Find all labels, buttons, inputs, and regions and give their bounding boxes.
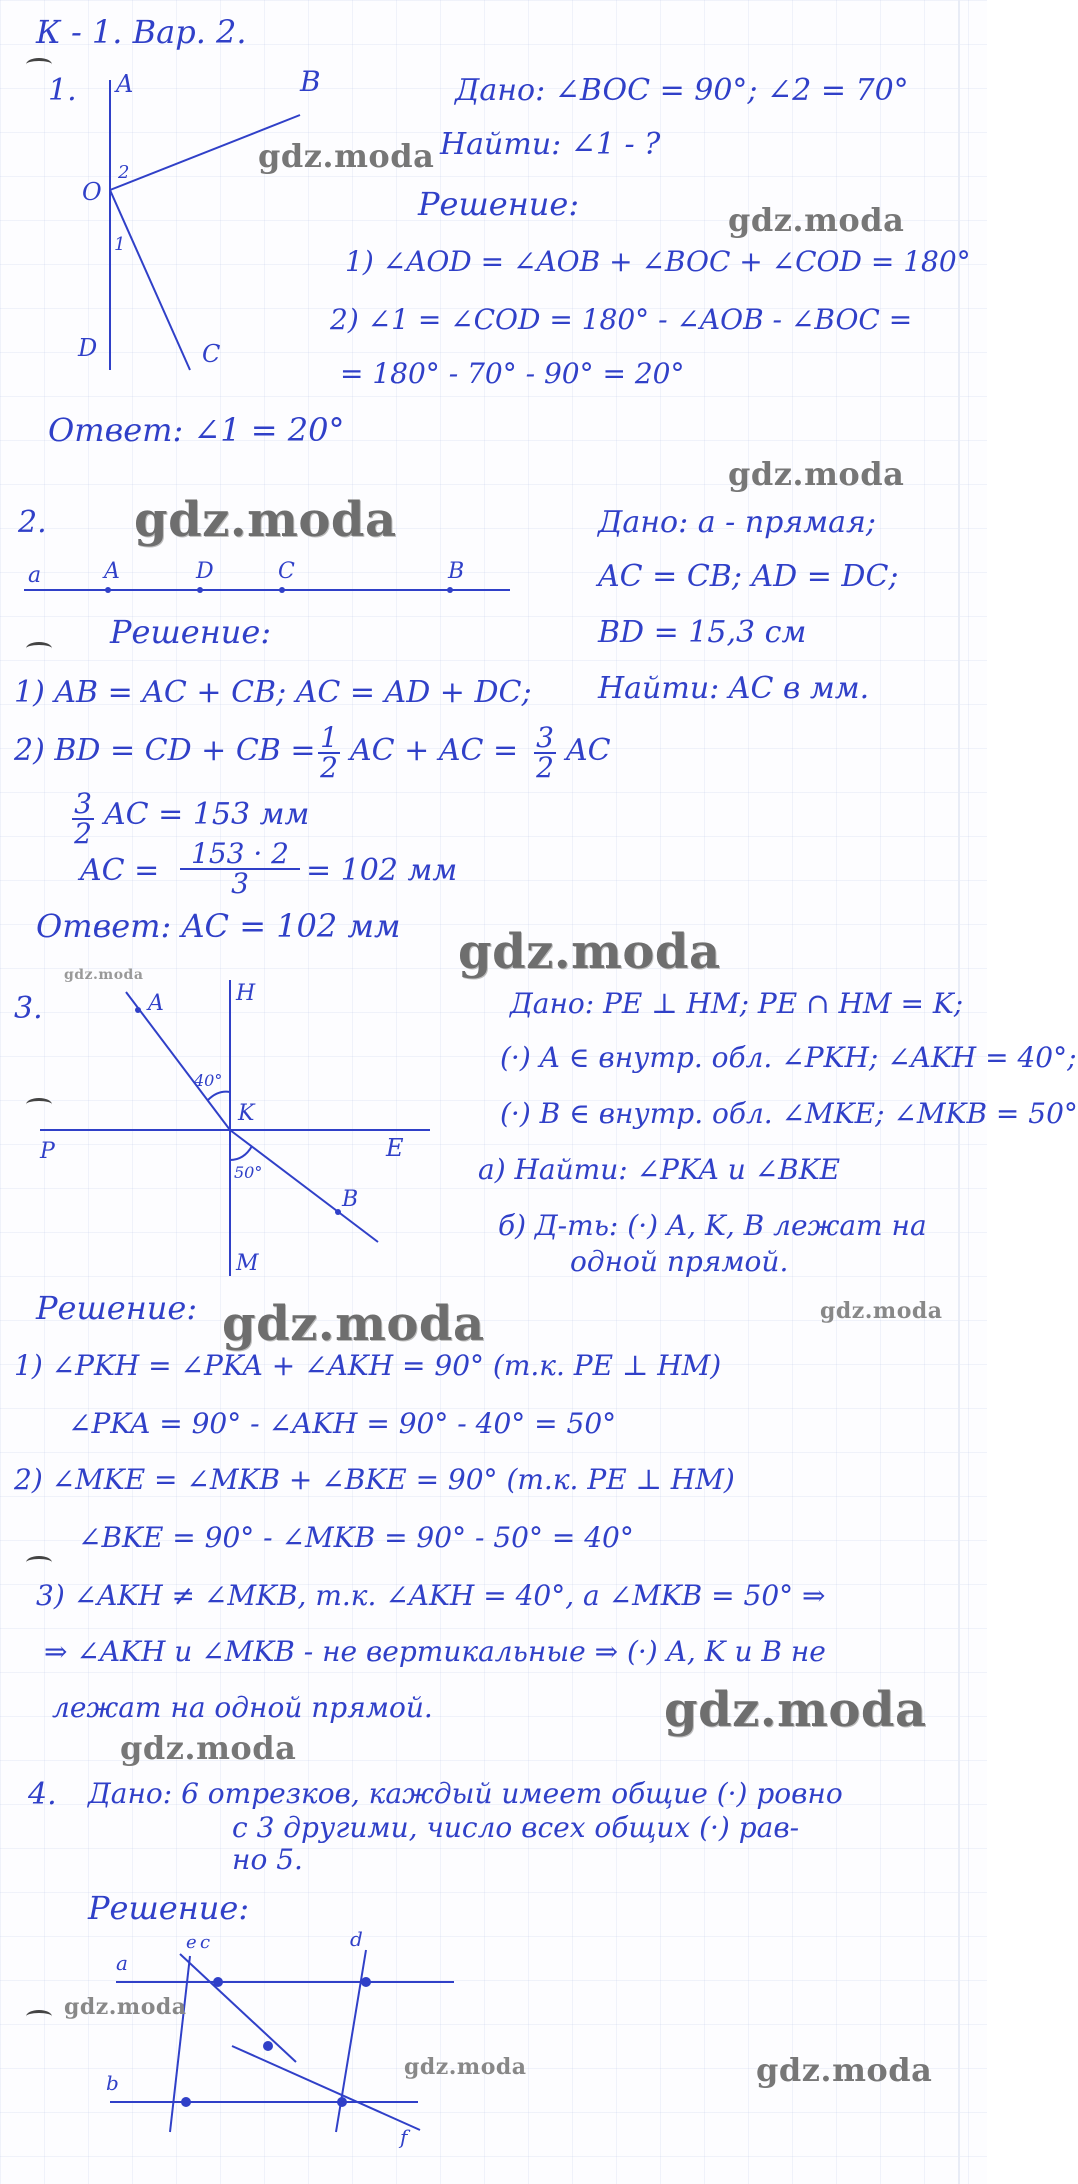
task2-given-line2: AC = CB; AD = DC; [598, 559, 899, 594]
segment-label-b: b [106, 2071, 119, 2095]
angle-arc-akh [208, 1092, 230, 1100]
watermark: gdz.moda [404, 2054, 527, 2080]
point-a [135, 1007, 141, 1013]
task2-step3: AC = 153 мм [104, 797, 310, 832]
fraction-denominator: 3 [231, 867, 249, 900]
point-label-b: B [448, 559, 465, 584]
angle-label-40: 40° [194, 1071, 223, 1090]
point-label-h: H [236, 981, 256, 1006]
task2-solution-label: Решение: [110, 613, 272, 651]
task1-answer: Ответ: ∠1 = 20° [48, 411, 345, 449]
watermark: gdz.moda [728, 455, 905, 493]
watermark: gdz.moda [134, 492, 397, 548]
task3-step3b: ⇒ ∠AKH и ∠MKB - не вертикальные ⇒ (·) A, K и B не [44, 1635, 826, 1668]
point-a [105, 587, 111, 593]
ray-ka [126, 992, 230, 1130]
task2-answer: Ответ: AC = 102 мм [36, 907, 401, 945]
watermark: gdz.moda [258, 137, 435, 175]
fraction-numerator: 3 [534, 724, 556, 754]
task3-find: a) Найти: ∠PKA и ∠BKE [478, 1153, 841, 1186]
segment-label-e: e [186, 1932, 197, 1953]
task2-fraction-three-halves [534, 721, 556, 784]
task1-step2: 2) ∠1 = ∠COD = 180° - ∠AOB - ∠BOC = [330, 303, 913, 336]
point-d [197, 587, 203, 593]
task1-solution-label: Решение: [418, 185, 580, 223]
task2-step4-part2: = 102 мм [306, 853, 458, 888]
point-label-c: C [202, 340, 221, 368]
task3-given-line1: Дано: PE ⊥ HM; PE ∩ HM = K; [510, 987, 964, 1020]
task2-step4-part1: AC = [80, 853, 160, 888]
intersection-point [263, 2041, 273, 2051]
point-c [279, 587, 285, 593]
binder-hole-mark [26, 2010, 52, 2023]
point-label-b: B [342, 1187, 359, 1212]
angle-label-2: 2 [118, 162, 130, 183]
angle-label-50: 50° [234, 1163, 263, 1182]
task4-number: 4. [28, 1777, 57, 1812]
point-label-a: A [148, 991, 164, 1016]
watermark: gdz.moda [64, 1994, 187, 2020]
intersection-point [181, 2097, 191, 2107]
point-label-k: K [238, 1101, 255, 1126]
task3-solution-label: Решение: [36, 1289, 198, 1327]
task2-figure [20, 556, 540, 606]
point-label-c: C [278, 559, 295, 584]
task4-figure [100, 1927, 460, 2170]
task2-fraction-half [318, 721, 340, 784]
segment-label-c: c [200, 1932, 211, 1953]
segment-label-a: a [116, 1951, 128, 1975]
task3-figure [30, 980, 450, 1290]
point-label-d: D [196, 559, 214, 584]
segment-e [180, 1954, 296, 2062]
task2-step3-fraction [72, 787, 94, 850]
task2-step1: 1) AB = AC + CB; AC = AD + DC; [14, 675, 532, 710]
watermark: gdz.moda [458, 924, 721, 980]
task3-step1: 1) ∠PKH = ∠PKA + ∠AKH = 90° (т.к. PE ⊥ HM) [14, 1349, 722, 1382]
fraction-denominator: 2 [320, 751, 338, 784]
task2-number: 2. [18, 505, 47, 540]
point-b [447, 587, 453, 593]
watermark: gdz.moda [820, 1298, 943, 1324]
task3-step1b: ∠PKA = 90° - ∠AKH = 90° - 40° = 50° [68, 1407, 617, 1440]
task1-find: Найти: ∠1 - ? [440, 127, 661, 162]
task1-number: 1. [48, 73, 77, 108]
task3-step3: 3) ∠AKH ≠ ∠MKB, т.к. ∠AKH = 40°, а ∠MKB = 50° ⇒ [36, 1579, 826, 1612]
task4-given-line3: но 5. [232, 1843, 303, 1876]
intersection-point [361, 1977, 371, 1987]
segment-f [232, 2046, 420, 2130]
intersection-point [213, 1977, 223, 1987]
binder-hole-mark [26, 1556, 52, 1569]
fraction-numerator: 1 [318, 724, 340, 754]
task2-step2-part3: AC [566, 733, 611, 768]
point-label-e: E [386, 1134, 404, 1162]
fraction-denominator: 2 [536, 751, 554, 784]
task2-given-line1: Дано: a - прямая; [598, 505, 876, 540]
task3-prove-line1: б) Д-ть: (·) A, K, B лежат на [498, 1209, 927, 1242]
task2-step2-part2: AC + AC = [350, 733, 519, 768]
fraction-numerator: 3 [72, 790, 94, 820]
task3-given-line2: (·) A ∈ внутр. обл. ∠PKH; ∠AKH = 40°; [500, 1041, 1077, 1074]
task1-given: Дано: ∠BOC = 90°; ∠2 = 70° [455, 73, 909, 108]
point-label-o: O [82, 178, 102, 206]
line-label-a: a [28, 563, 42, 588]
watermark: gdz.moda [728, 201, 905, 239]
page-header: К - 1. Вар. 2. [36, 13, 247, 51]
task3-step2b: ∠BKE = 90° - ∠MKB = 90° - 50° = 40° [78, 1521, 634, 1554]
point-b [335, 1209, 341, 1215]
task1-step2-continued: = 180° - 70° - 90° = 20° [340, 357, 685, 390]
task3-step2: 2) ∠MKE = ∠MKB + ∠BKE = 90° (т.к. PE ⊥ HM) [14, 1463, 735, 1496]
point-label-d: D [78, 334, 98, 362]
task4-solution-label: Решение: [88, 1889, 250, 1927]
ray-oc [110, 190, 190, 370]
task1-step1: 1) ∠AOD = ∠AOB + ∠BOC + ∠COD = 180° [345, 245, 971, 278]
point-label-a: A [116, 70, 134, 98]
watermark: gdz.moda [664, 1682, 927, 1738]
intersection-point [337, 2097, 347, 2107]
task1-figure [70, 70, 270, 380]
task2-given-line3: BD = 15,3 см [598, 615, 807, 650]
watermark: gdz.moda [64, 967, 144, 983]
task2-step2-part1: 2) BD = CD + CB = [14, 733, 316, 768]
point-label-a: A [104, 559, 120, 584]
angle-label-1: 1 [114, 234, 126, 255]
task4-given-line2: с 3 другими, число всех общих (·) рав- [232, 1811, 800, 1844]
binder-hole-mark [26, 58, 52, 71]
task3-step3c: лежат на одной прямой. [52, 1691, 433, 1724]
task2-find: Найти: AC в мм. [598, 671, 870, 706]
task3-prove-line2: одной прямой. [570, 1245, 789, 1278]
fraction-numerator: 153 · 2 [180, 840, 300, 870]
fraction-denominator: 2 [74, 817, 92, 850]
task3-given-line3: (·) B ∈ внутр. обл. ∠MKE; ∠MKB = 50° [500, 1097, 1078, 1130]
watermark: gdz.moda [120, 1729, 297, 1767]
task4-given-line1: Дано: 6 отрезков, каждый имеет общие (·) ровно [88, 1777, 843, 1810]
watermark: gdz.moda [222, 1296, 485, 1352]
binder-hole-mark [26, 642, 52, 655]
task1-point-b-label: B [300, 65, 321, 98]
angle-arc-mkb [230, 1146, 252, 1160]
task2-step4-fraction [180, 837, 300, 900]
task3-number: 3. [14, 991, 43, 1026]
point-label-m: M [236, 1251, 259, 1276]
segment-label-d: d [350, 1927, 363, 1951]
point-label-p: P [40, 1139, 55, 1164]
watermark: gdz.moda [756, 2051, 933, 2089]
page-margin-line [958, 0, 960, 2184]
segment-label-f: f [400, 2125, 408, 2149]
